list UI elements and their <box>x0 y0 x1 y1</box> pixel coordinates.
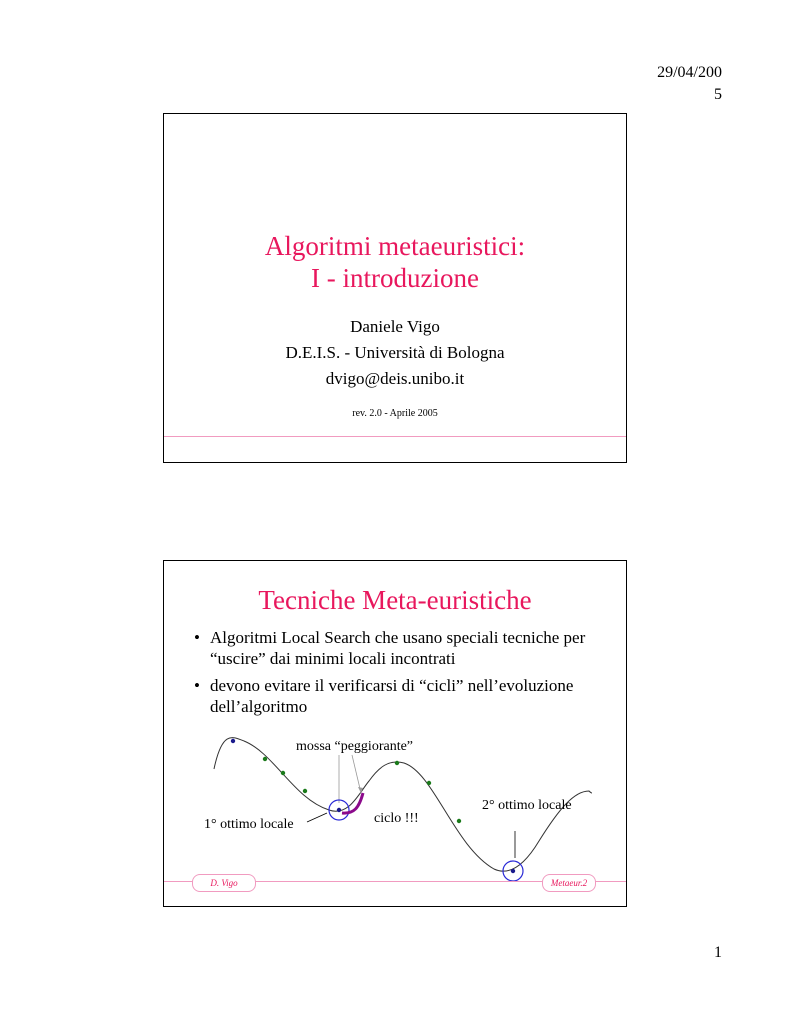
search-point <box>395 761 399 765</box>
page-number: 1 <box>714 944 722 961</box>
footer-slide-id-tag: Metaeur.2 <box>542 874 596 892</box>
author-affiliation: D.E.I.S. - Università di Bologna <box>285 343 505 362</box>
objective-function-diagram <box>164 561 626 906</box>
search-point <box>337 808 341 812</box>
label-local-opt-2: 2° ottimo locale <box>482 798 572 813</box>
local-opt-1-pointer <box>307 813 327 822</box>
label-local-opt-1: 1° ottimo locale <box>204 817 294 832</box>
footer-divider <box>164 436 626 437</box>
revision-note: rev. 2.0 - Aprile 2005 <box>352 408 438 419</box>
search-point <box>231 739 235 743</box>
footer-author-tag: D. Vigo <box>192 874 256 892</box>
slide-2 <box>163 560 627 907</box>
slide-1-title <box>164 230 626 294</box>
bullet-item: • Algoritmi Local Search che usano speciali tecniche per “uscire” dai minimi locali incontrati <box>194 627 614 669</box>
author-name: Daniele Vigo <box>350 317 440 336</box>
author-email: dvigo@deis.unibo.it <box>325 369 465 388</box>
mossa-pointer-2 <box>352 755 361 793</box>
search-point <box>281 771 285 775</box>
search-point <box>263 757 267 761</box>
slide-2-title: Tecniche Meta-euristiche <box>258 585 532 615</box>
search-point <box>457 819 461 823</box>
search-point <box>427 781 431 785</box>
title-line-2: I - introduzione <box>311 263 479 293</box>
label-worsening-move: mossa “peggiorante” <box>296 739 414 754</box>
search-point <box>303 789 307 793</box>
label-cycle: ciclo !!! <box>374 811 419 826</box>
bullet-item: • devono evitare il verificarsi di “cicli” nell’evoluzione dell’algoritmo <box>194 675 614 717</box>
title-line-1: Algoritmi metaeuristici: <box>264 231 526 261</box>
author-block <box>164 314 626 392</box>
slide-1 <box>163 113 627 463</box>
search-point <box>511 869 515 873</box>
header-date: 29/04/200 5 <box>657 64 722 103</box>
